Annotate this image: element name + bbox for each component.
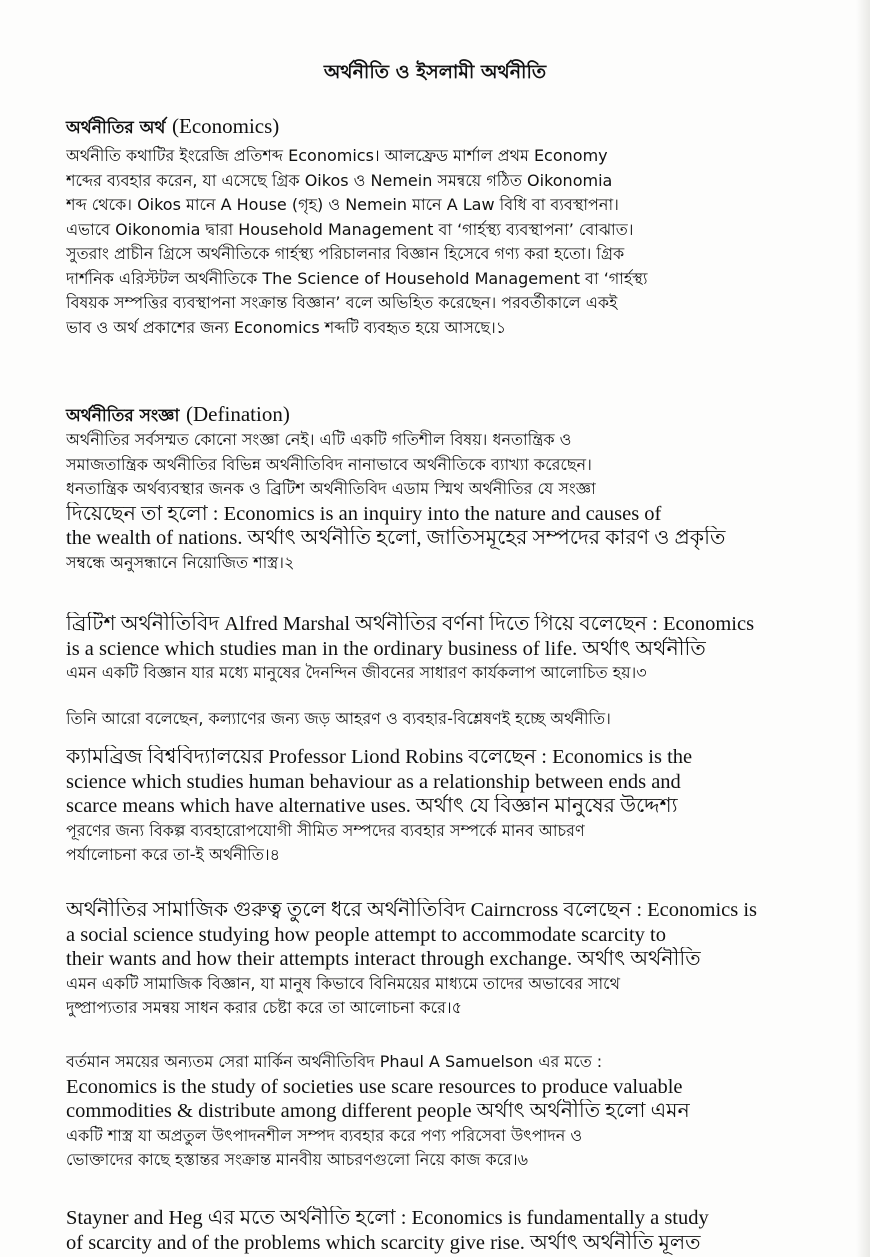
- text-line: is a science which studies man in the ordinary business of life. অর্থাৎ অর্থনীতি: [66, 637, 706, 660]
- text-line: এমন একটি সামাজিক বিজ্ঞান, যা মানুষ কিভাবে বিনিময়ের মাধ্যমে তাদের অভাবের সাথে: [66, 973, 620, 993]
- paragraph-definition-intro: [66, 428, 806, 575]
- text-line: ভোক্তাদের কাছে হস্তান্তর সংক্রান্ত মানবীয় আচরণগুলো নিয়ে কাজ করে।৬: [66, 1150, 529, 1169]
- paragraph-robins: [66, 745, 806, 868]
- text-line: পর্যালোচনা করে তা-ই অর্থনীতি।৪: [66, 845, 280, 864]
- text-line: commodities & distribute among different people অর্থাৎ অর্থনীতি হলো এমন: [66, 1100, 690, 1122]
- text-line: Economics is the study of societies use scare resources to produce valuable: [66, 1075, 683, 1098]
- text-line: দার্শনিক এরিস্টটল অর্থনীতিকে The Science of Household Management বা ‘গার্হস্থ্য: [66, 268, 648, 288]
- text-line: of scarcity and of the problems which scarcity give rise. অর্থাৎ অর্থনীতি মূলত: [66, 1231, 701, 1254]
- text-line: সম্বন্ধে অনুসন্ধানে নিয়োজিত শাস্ত্র।২: [66, 552, 295, 572]
- section-heading-definition: [66, 402, 290, 431]
- section-heading-en: (Defination): [186, 402, 290, 426]
- page-edge-shadow: [856, 0, 870, 1257]
- section-heading-bn: অর্থনীতির অর্থ: [66, 118, 166, 138]
- text-line: পূরণের জন্য বিকল্প ব্যবহারোপযোগী সীমিত সম্পদের ব্যবহার সম্পর্কে মানব আচরণ: [66, 820, 585, 840]
- text-line: অর্থনীতির সর্বসম্মত কোনো সংজ্ঞা নেই। এটি একটি গতিশীল বিষয়। ধনতান্ত্রিক ও: [66, 430, 572, 449]
- text-line: অর্থনীতির সামাজিক গুরুত্ব তুলে ধরে অর্থনীতিবিদ Cairncross বলেছেন : Economics is: [66, 899, 758, 921]
- text-line: বর্তমান সময়ের অন্যতম সেরা মার্কিন অর্থনীতিবিদ Phaul A Samuelson এর মতে :: [66, 1052, 603, 1071]
- text-line: a social science studying how people attempt to accommodate scarcity to: [66, 923, 666, 946]
- text-line: scarce means which have alternative uses. অর্থাৎ যে বিজ্ঞান মানুষের উদ্দেশ্য: [66, 795, 678, 817]
- paragraph-stayner-heg: [66, 1206, 806, 1255]
- paragraph-economics-meaning: [66, 144, 806, 340]
- section-heading-economics: [66, 114, 279, 143]
- text-line: এমন একটি বিজ্ঞান যার মধ্যে মানুষের দৈনন্দিন জীবনের সাধারণ কার্যকলাপ আলোচিত হয়।৩: [66, 663, 647, 682]
- text-line: the wealth of nations. অর্থাৎ অর্থনীতি হলো, জাতিসমূহের সম্পদের কারণ ও প্রকৃতি: [66, 527, 726, 549]
- text-line: তিনি আরো বলেছেন, কল্যাণের জন্য জড় আহরণ ও ব্যবহার-বিশ্লেষণই হচ্ছে অর্থনীতি।: [66, 709, 611, 728]
- text-line: শব্দের ব্যবহার করেন, যা এসেছে গ্রিক Oikos ও Nemein সমন্বয়ে গঠিত Oikonomia: [66, 170, 613, 190]
- text-line: science which studies human behaviour as a relationship between ends and: [66, 770, 681, 793]
- text-line: অর্থনীতি কথাটির ইংরেজি প্রতিশব্দ Economics। আলফ্রেড মার্শাল প্রথম Economy: [66, 146, 608, 165]
- text-line: দুষ্প্রাপ্যতার সমন্বয় সাধন করার চেষ্টা করে তা আলোচনা করে।৫: [66, 998, 463, 1017]
- text-line: ভাব ও অর্থ প্রকাশের জন্য Economics শব্দটি ব্যবহৃত হয়ে আসছে।১: [66, 317, 507, 337]
- text-line: সমাজতান্ত্রিক অর্থনীতির বিভিন্ন অর্থনীতিবিদ নানাভাবে অর্থনীতিকে ব্যাখ্যা করেছেন।: [66, 454, 592, 474]
- page-title: অর্থনীতি ও ইসলামী অর্থনীতি: [323, 61, 547, 83]
- text-line: Stayner and Heg এর মতে অর্থনীতি হলো : Economics is fundamentally a study: [66, 1207, 709, 1229]
- paragraph-marshal: [66, 612, 806, 686]
- text-line: দিয়েছেন তা হলো : Economics is an inquiry into the nature and causes of: [66, 502, 662, 525]
- section-heading-bn: অর্থনীতির সংজ্ঞা: [66, 406, 180, 426]
- text-line: সুতরাং প্রাচীন গ্রিসে অর্থনীতিকে গার্হস্থ্য পরিচালনার বিজ্ঞান হিসেবে গণ্য করা হতো। গ্রিক: [66, 244, 625, 263]
- text-line: ধনতান্ত্রিক অর্থব্যবস্থার জনক ও ব্রিটিশ অর্থনীতিবিদ এডাম স্মিথ অর্থনীতির যে সংজ্ঞা: [66, 479, 596, 498]
- text-line: শব্দ থেকে। Oikos মানে A House (গৃহ) ও Nemein মানে A Law বিধি বা ব্যবস্থাপনা।: [66, 195, 619, 214]
- text-line: একটি শাস্ত্র যা অপ্রতুল উৎপাদনশীল সম্পদ ব্যবহার করে পণ্য পরিসেবা উৎপাদন ও: [66, 1125, 583, 1145]
- text-line: their wants and how their attempts interact through exchange. অর্থাৎ অর্থনীতি: [66, 948, 701, 970]
- text-line: বিষয়ক সম্পত্তির ব্যবস্থাপনা সংক্রান্ত বিজ্ঞান’ বলে অভিহিত করেছেন। পরবর্তীকালে একই: [66, 293, 618, 312]
- text-line: এভাবে Oikonomia দ্বারা Household Management বা ‘গার্হস্থ্য ব্যবস্থাপনা’ বোঝাত।: [66, 219, 634, 239]
- text-line: ব্রিটিশ অর্থনীতিবিদ Alfred Marshal অর্থনীতির বর্ণনা দিতে গিয়ে বলেছেন : Economics: [66, 613, 755, 635]
- text-line: ক্যামব্রিজ বিশ্ববিদ্যালয়ের Professor Liond Robins বলেছেন : Economics is the: [66, 746, 693, 768]
- paragraph-samuelson: [66, 1050, 806, 1173]
- paragraph-welfare: [66, 707, 806, 732]
- paragraph-cairncross: [66, 898, 806, 1021]
- section-heading-en: (Economics): [172, 114, 280, 138]
